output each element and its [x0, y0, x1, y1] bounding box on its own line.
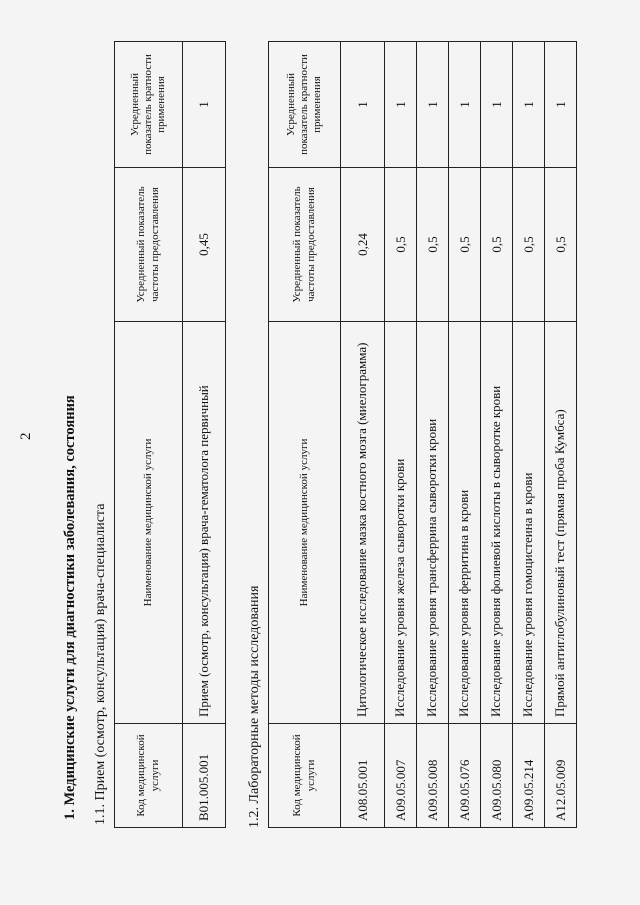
header-code: Код медицинской услуги [269, 724, 341, 828]
service-multiplicity: 1 [417, 42, 449, 168]
header-code: Код медицинской услуги [115, 724, 183, 828]
header-multiplicity: Усредненный показатель кратности применения [115, 42, 183, 168]
lab-methods-table [268, 41, 577, 828]
service-code: A09.05.007 [385, 724, 417, 828]
table-header-row [115, 42, 183, 828]
table-row [385, 42, 417, 828]
service-frequency: 0,5 [385, 168, 417, 322]
service-code: A08.05.001 [341, 724, 385, 828]
service-name: Исследование уровня фолиевой кислоты в сыворотке крови [481, 322, 513, 724]
consultation-table [114, 41, 226, 828]
table-row [513, 42, 545, 828]
service-frequency: 0,5 [481, 168, 513, 322]
table-row [545, 42, 577, 828]
header-name: Наименование медицинской услуги [269, 322, 341, 724]
service-name: Прием (осмотр, консультация) врача-гематолога первичный [183, 322, 226, 724]
service-multiplicity: 1 [385, 42, 417, 168]
page-number: 2 [18, 432, 34, 440]
table-row [449, 42, 481, 828]
service-multiplicity: 1 [183, 42, 226, 168]
service-name: Исследование уровня железа сыворотки крови [385, 322, 417, 724]
section-title: 1. Медицинские услуги для диагностики заболевания, состояния [62, 395, 78, 820]
service-frequency: 0,5 [513, 168, 545, 322]
table-row [481, 42, 513, 828]
service-multiplicity: 1 [341, 42, 385, 168]
table-row [341, 42, 385, 828]
header-frequency: Усредненный показатель частоты предоставления [269, 168, 341, 322]
table-row [183, 42, 226, 828]
service-code: A09.05.080 [481, 724, 513, 828]
service-frequency: 0,24 [341, 168, 385, 322]
table-row [417, 42, 449, 828]
subsection-title-consultation: 1.1. Прием (осмотр, консультация) врача-специалиста [93, 503, 108, 825]
service-code: A09.05.076 [449, 724, 481, 828]
header-name: Наименование медицинской услуги [115, 322, 183, 724]
service-multiplicity: 1 [513, 42, 545, 168]
service-name: Исследование уровня ферритина в крови [449, 322, 481, 724]
service-frequency: 0,5 [545, 168, 577, 322]
subsection-title-lab: 1.2. Лабораторные методы исследования [247, 585, 262, 828]
service-code: A12.05.009 [545, 724, 577, 828]
table-header-row [269, 42, 341, 828]
service-multiplicity: 1 [545, 42, 577, 168]
service-frequency: 0,5 [417, 168, 449, 322]
service-frequency: 0,45 [183, 168, 226, 322]
service-multiplicity: 1 [449, 42, 481, 168]
header-multiplicity: Усредненный показатель кратности применения [269, 42, 341, 168]
service-code: A09.05.214 [513, 724, 545, 828]
service-name: Исследование уровня трансферрина сыворотки крови [417, 322, 449, 724]
service-name: Исследование уровня гомоцистеина в крови [513, 322, 545, 724]
service-frequency: 0,5 [449, 168, 481, 322]
service-name: Прямой антиглобулиновый тест (прямая проба Кумбса) [545, 322, 577, 724]
service-name: Цитологическое исследование мазка костного мозга (миелограмма) [341, 322, 385, 724]
service-code: B01.005.001 [183, 724, 226, 828]
header-frequency: Усредненный показатель частоты предоставления [115, 168, 183, 322]
service-code: A09.05.008 [417, 724, 449, 828]
service-multiplicity: 1 [481, 42, 513, 168]
